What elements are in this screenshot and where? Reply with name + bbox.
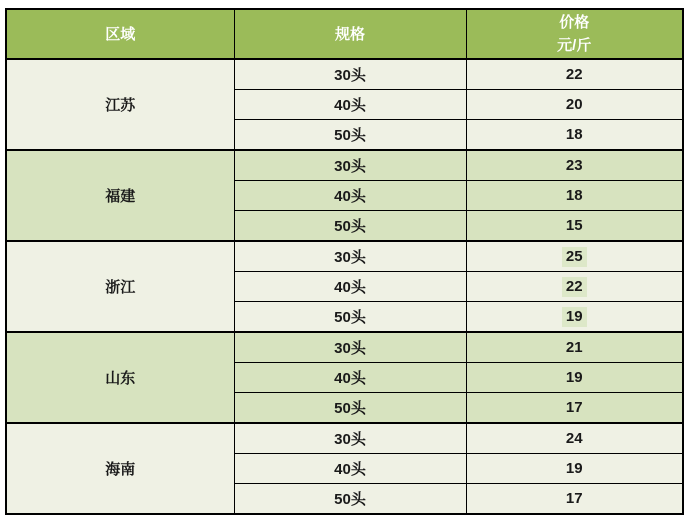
price-cell: 19	[466, 454, 683, 484]
price-cell: 20	[466, 90, 683, 120]
price-cell: 18	[466, 120, 683, 151]
price-cell	[466, 241, 683, 272]
highlighted-price: 19	[562, 307, 587, 327]
price-cell: 21	[466, 332, 683, 363]
header-price-unit: 元/斤	[557, 37, 592, 54]
price-cell: 19	[466, 363, 683, 393]
price-cell: 22	[466, 59, 683, 90]
region-cell: 江苏	[6, 59, 234, 150]
table-row	[6, 423, 683, 454]
spec-cell: 30头	[234, 150, 466, 181]
group-hainan	[6, 423, 683, 514]
header-spec-label: 规格	[334, 25, 365, 43]
spec-cell: 40头	[234, 454, 466, 484]
price-cell	[466, 272, 683, 302]
spec-cell: 40头	[234, 181, 466, 211]
region-price-table	[5, 8, 684, 515]
spec-cell: 30头	[234, 332, 466, 363]
header-region	[6, 9, 234, 59]
highlighted-price: 22	[562, 277, 587, 297]
table-row	[6, 59, 683, 90]
region-cell: 福建	[6, 150, 234, 241]
table-row	[6, 150, 683, 181]
price-cell: 24	[466, 423, 683, 454]
header-spec	[234, 9, 466, 59]
price-table-container	[5, 8, 684, 515]
spec-cell: 30头	[234, 241, 466, 272]
spec-cell: 50头	[234, 484, 466, 515]
spec-cell: 50头	[234, 302, 466, 333]
table-row	[6, 241, 683, 272]
group-shandong	[6, 332, 683, 423]
price-cell: 17	[466, 393, 683, 424]
spec-cell: 50头	[234, 393, 466, 424]
price-cell	[466, 302, 683, 333]
header-region-label: 区域	[105, 25, 136, 43]
spec-cell: 30头	[234, 59, 466, 90]
region-cell: 浙江	[6, 241, 234, 332]
header-price	[466, 9, 683, 59]
region-cell: 海南	[6, 423, 234, 514]
table-header-row	[6, 9, 683, 59]
price-cell: 17	[466, 484, 683, 515]
spec-cell: 40头	[234, 363, 466, 393]
group-fujian	[6, 150, 683, 241]
spec-cell: 30头	[234, 423, 466, 454]
price-cell: 18	[466, 181, 683, 211]
price-cell: 23	[466, 150, 683, 181]
region-cell: 山东	[6, 332, 234, 423]
group-zhejiang	[6, 241, 683, 332]
table-row	[6, 332, 683, 363]
spec-cell: 40头	[234, 90, 466, 120]
header-price-label: 价格	[559, 14, 590, 31]
highlighted-price: 25	[562, 247, 587, 267]
spec-cell: 40头	[234, 272, 466, 302]
price-cell: 15	[466, 211, 683, 242]
spec-cell: 50头	[234, 120, 466, 151]
group-jiangsu	[6, 59, 683, 150]
spec-cell: 50头	[234, 211, 466, 242]
